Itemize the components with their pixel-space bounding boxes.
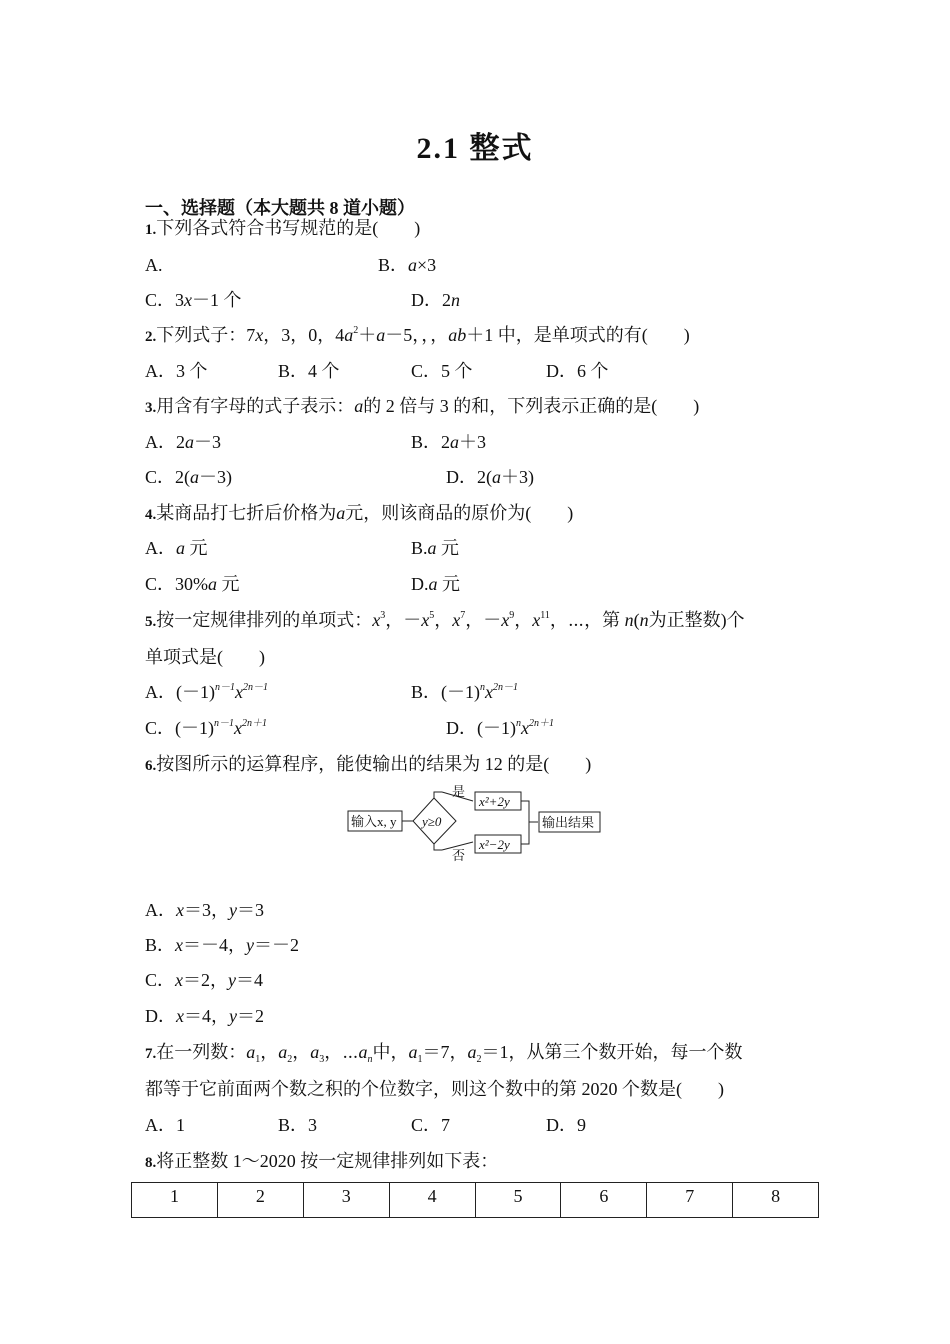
q1-option-d: D．2n (411, 290, 460, 310)
table-cell: 4 (389, 1183, 475, 1218)
flow-no-label: 否 (452, 848, 466, 863)
question-5-line2: 单项式是( ) (145, 647, 265, 667)
question-6: 6.按图所示的运算程序，能使输出的结果为 12 的是( ) (145, 754, 592, 774)
question-7-line2: 都等于它前面两个数之积的个位数字，则这个数中的第 2020 个数是( ) (145, 1079, 724, 1099)
flow-yes-label: 是 (452, 784, 466, 799)
table-cell: 2 (217, 1183, 303, 1218)
q1-option-b: B．a×3 (378, 255, 437, 275)
flowchart-diagram (345, 782, 605, 868)
q3-option-b: B．2a＋3 (411, 432, 487, 452)
question-5: 5.按一定规律排列的单项式：$x^3$，$-x^5$，$x^7$，$-x^9$，$x^{11}$，⋯，第 n(n为正整数)个 (145, 610, 745, 630)
q3-option-a: A．2a－3 (145, 432, 221, 452)
flow-output-label: 输出结果 (542, 815, 595, 830)
question-3: 3.用含有字母的式子表示：a的 2 倍与 3 的和，下列表示正确的是( ) (145, 396, 700, 416)
question-stem: 下列各式符合书写规范的是( ) (156, 218, 421, 238)
q2-option-c: C．5 个 (411, 361, 473, 381)
q1-option-a: A. (145, 255, 163, 275)
section-heading: 一、选择题（本大题共 8 道小题） (145, 198, 415, 218)
q7-option-c: C．7 (411, 1115, 451, 1135)
q4-option-d: D.a 元 (411, 574, 460, 594)
table-row (132, 1183, 819, 1218)
q5-option-d: D．$(-1)^nx^{2n+1}$ (446, 718, 554, 738)
flow-input-label: 输入x, y (351, 814, 397, 829)
table-cell: 3 (303, 1183, 389, 1218)
q4-option-a: A．a 元 (145, 538, 208, 558)
q2-option-b: B．4 个 (278, 361, 340, 381)
q7-option-a: A．1 (145, 1115, 185, 1135)
q6-option-c: C．x＝2，y＝4 (145, 970, 264, 990)
table-cell: 5 (475, 1183, 561, 1218)
q6-option-a: A．x＝3，y＝3 (145, 900, 264, 920)
question-2: 2.下列式子：7x，3，0，$4a^2+a-5$，，，ab＋1 中，是单项式的有( ) (145, 325, 690, 345)
q4-option-b: B.a 元 (411, 538, 460, 558)
table-cell: 8 (733, 1183, 819, 1218)
q2-option-d: D．6 个 (546, 361, 609, 381)
question-1 (145, 216, 420, 242)
question-number: 1. (145, 222, 157, 238)
question-7: 7.在一列数：$a_1$，$a_2$，$a_3$，$\cdots a_n$中，$a_1=7$，$a_2=1$，从第三个数开始，每一个数 (145, 1042, 743, 1065)
q6-option-d: D．x＝4，y＝2 (145, 1006, 264, 1026)
q7-option-b: B．3 (278, 1115, 318, 1135)
q3-option-d: D．2(a＋3) (446, 467, 534, 487)
page-title: 2.1 整式 (416, 132, 534, 165)
table-cell: 7 (647, 1183, 733, 1218)
question-8: 8.将正整数 1～2020 按一定规律排列如下表： (145, 1151, 499, 1171)
q5-option-c: C．$(-1)^{n-1}x^{2n+1}$ (145, 718, 267, 738)
q2-option-a: A．3 个 (145, 361, 208, 381)
table-cell: 6 (561, 1183, 647, 1218)
table-cell: 1 (132, 1183, 218, 1218)
q4-option-c: C．30%a 元 (145, 574, 240, 594)
flow-top-label: x²+2y (479, 794, 510, 809)
q1-option-c: C．3x－1 个 (145, 290, 242, 310)
q5-option-b: B．$(-1)^nx^{2n-1}$ (411, 682, 518, 702)
q7-option-d: D．9 (546, 1115, 586, 1135)
q3-option-c: C．2(a－3) (145, 467, 232, 487)
number-table (131, 1182, 819, 1218)
question-4: 4.某商品打七折后价格为a元，则该商品的原价为( ) (145, 503, 574, 523)
flow-condition-label: y≥0 (422, 814, 442, 829)
q5-option-a: A．$(-1)^{n-1}x^{2n-1}$ (145, 682, 268, 702)
flow-bottom-label: x²−2y (479, 837, 510, 852)
q6-option-b: B．x＝－4，y＝－2 (145, 935, 300, 955)
